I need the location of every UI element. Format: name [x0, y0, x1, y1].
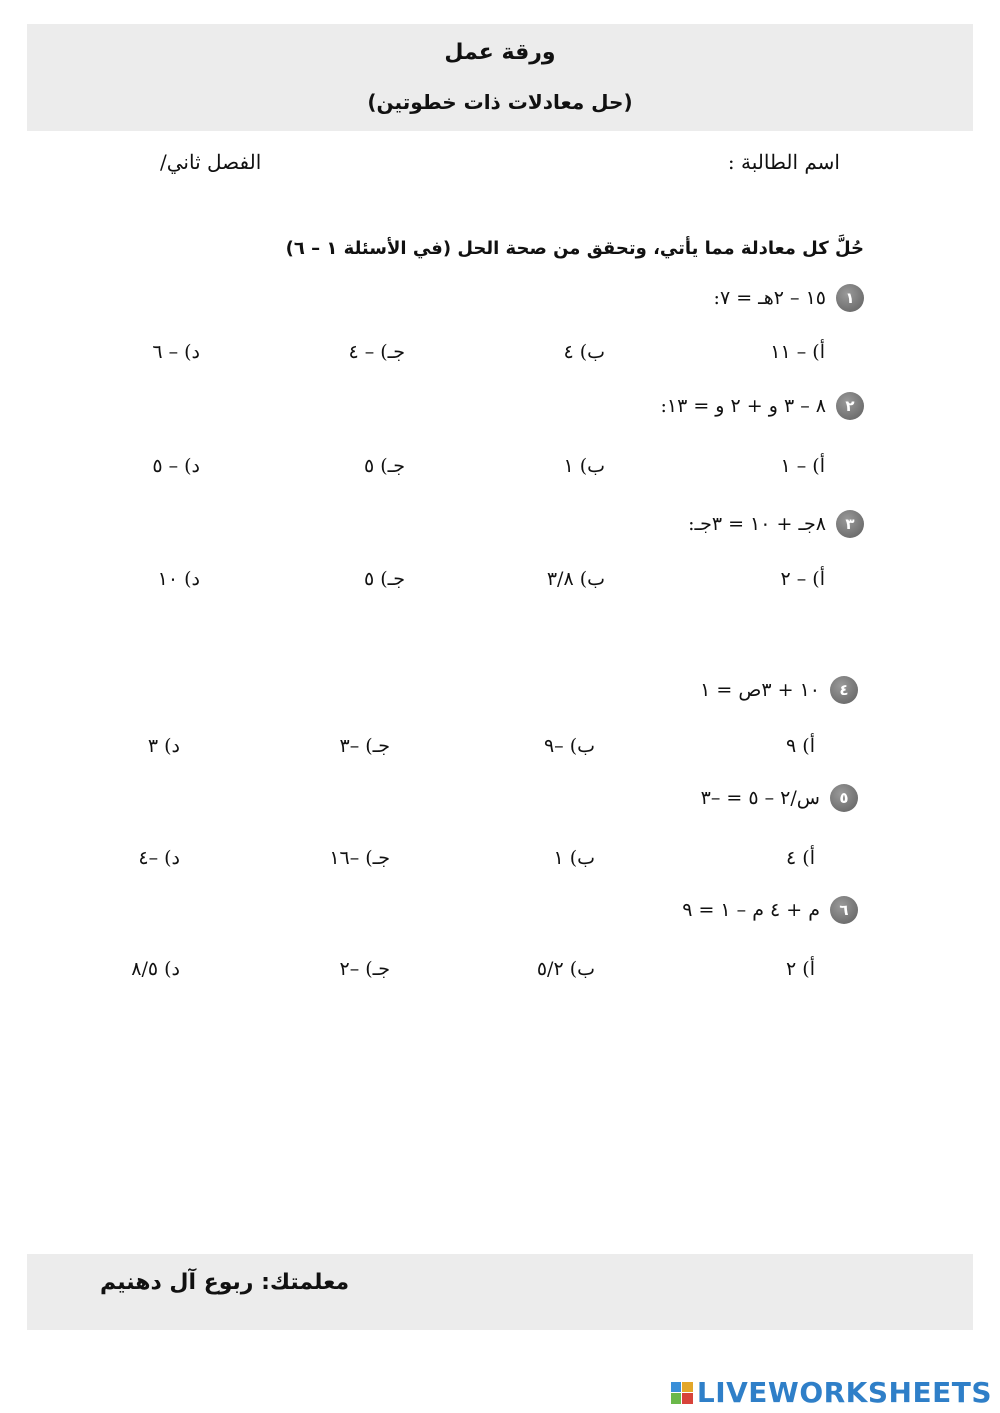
option-d[interactable]: د) ٣ — [147, 735, 180, 757]
option-d[interactable]: د) ٨/٥ — [131, 958, 180, 980]
option-a[interactable]: أ) ٤ — [786, 847, 815, 869]
option-d[interactable]: د) –٤ — [138, 847, 180, 869]
option-c[interactable]: جـ) –٣ — [339, 735, 390, 757]
question-equation: م + ٤ م – ١ = ٩ — [682, 899, 820, 921]
option-d[interactable]: د) ١٠ — [157, 568, 200, 590]
brand-name: LIVEWORKSHEETS — [696, 1376, 992, 1409]
option-a[interactable]: أ) – ١ — [780, 455, 825, 477]
question-2 — [660, 392, 864, 420]
option-b[interactable]: ب) –٩ — [543, 735, 595, 757]
option-c[interactable]: جـ) –٢ — [339, 958, 390, 980]
worksheet-subtitle: (حل معادلات ذات خطوتين) — [367, 90, 633, 114]
worksheet-title: ورقة عمل — [444, 40, 556, 65]
question-number-badge: ٦ — [830, 896, 858, 924]
question-number-badge: ٢ — [836, 392, 864, 420]
option-a[interactable]: أ) ٢ — [786, 958, 815, 980]
question-number-badge: ٥ — [830, 784, 858, 812]
option-d[interactable]: د) – ٥ — [152, 455, 200, 477]
brand-icon — [671, 1382, 693, 1404]
option-b[interactable]: ب) ٥/٢ — [536, 958, 595, 980]
option-a[interactable]: أ) – ١١ — [770, 341, 825, 363]
question-1 — [714, 284, 864, 312]
question-3 — [688, 510, 864, 538]
liveworksheets-logo — [671, 1376, 992, 1409]
question-equation: ١٥ – ٢هـ = ٧: — [713, 287, 826, 309]
option-b[interactable]: ب) ٣/٨ — [546, 568, 605, 590]
question-equation: ١٠ + ٣ص = ١ — [700, 679, 820, 701]
question-equation: ٨ – ٣ و + ٢ و = ١٣: — [660, 395, 826, 417]
option-a[interactable]: أ) – ٢ — [780, 568, 825, 590]
class-label: الفصل ثاني/ — [160, 150, 262, 174]
question-equation: س/٢ – ٥ = –٣ — [700, 787, 820, 809]
question-number-badge: ١ — [836, 284, 864, 312]
option-a[interactable]: أ) ٩ — [786, 735, 815, 757]
student-name-label: اسم الطالبة : — [727, 150, 840, 174]
option-b[interactable]: ب) ١ — [563, 455, 605, 477]
option-c[interactable]: جـ) – ٤ — [348, 341, 405, 363]
option-c[interactable]: جـ) ٥ — [364, 455, 405, 477]
question-number-badge: ٤ — [830, 676, 858, 704]
teacher-name: معلمتك: ربوع آل دهنيم — [100, 1270, 350, 1295]
question-equation: ٨جـ + ١٠ = ٣جـ: — [688, 513, 826, 535]
option-d[interactable]: د) – ٦ — [152, 341, 200, 363]
question-number-badge: ٣ — [836, 510, 864, 538]
option-b[interactable]: ب) ٤ — [563, 341, 605, 363]
instructions: حُلَّ كل معادلة مما يأتي، وتحقق من صحة الحل (في الأسئلة ١ – ٦) — [285, 238, 864, 259]
option-b[interactable]: ب) ١ — [553, 847, 595, 869]
question-5 — [701, 784, 858, 812]
question-4 — [700, 676, 858, 704]
option-c[interactable]: جـ) ٥ — [364, 568, 405, 590]
option-c[interactable]: جـ) –١٦ — [329, 847, 390, 869]
question-6 — [682, 896, 858, 924]
